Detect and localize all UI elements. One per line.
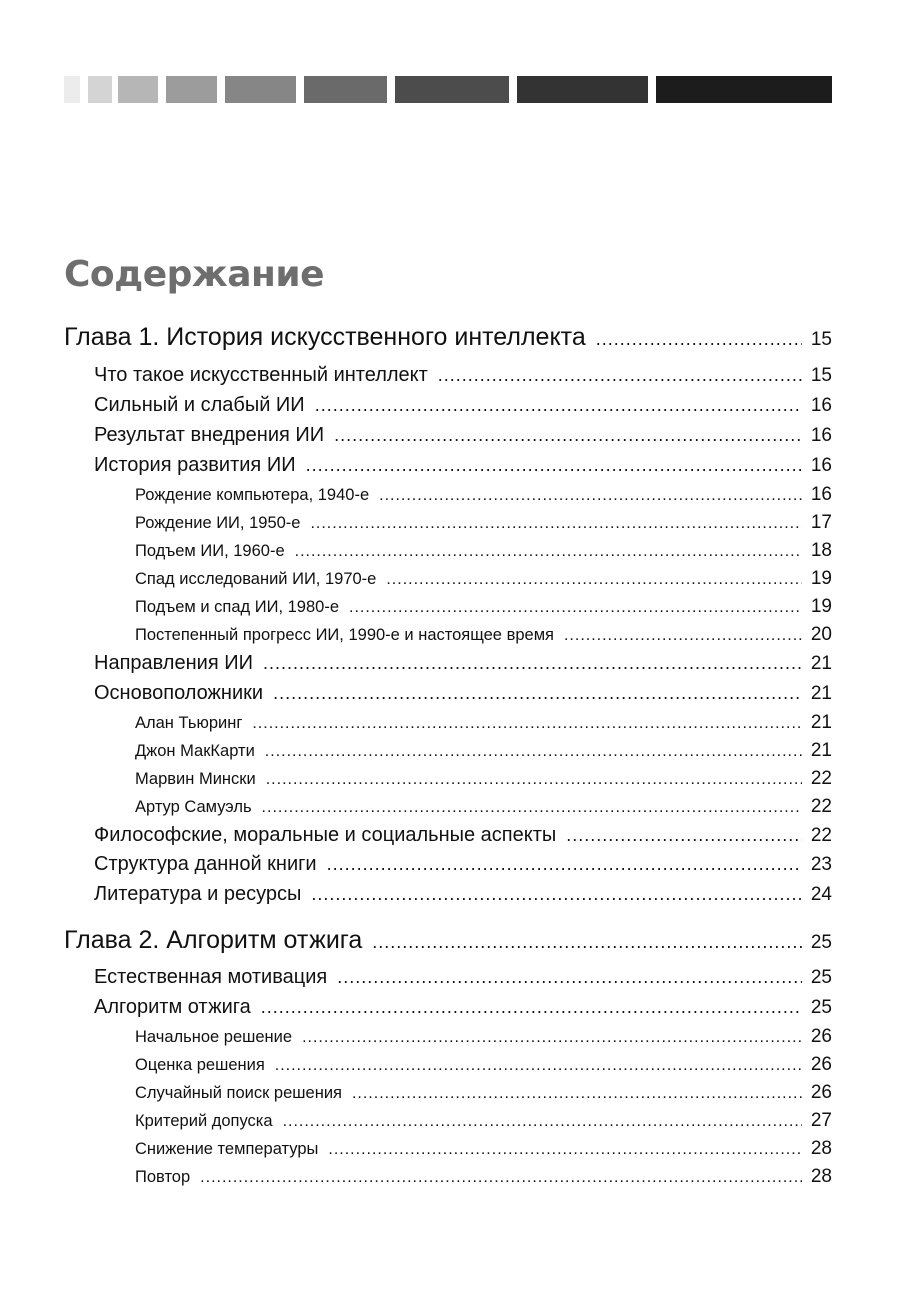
dot-leader: [566, 825, 802, 846]
toc-entry-page-number: 28: [810, 1138, 832, 1159]
page-title: Содержание: [64, 254, 325, 295]
toc-entry-title: Литература и ресурсы: [94, 883, 302, 905]
dot-leader: [386, 571, 802, 589]
dot-leader: [275, 1057, 802, 1075]
header-bar-segment: [225, 76, 296, 103]
toc-section-entry: [94, 824, 832, 852]
toc-chapter-entry: [64, 323, 832, 357]
toc-entry-page-number: 17: [810, 512, 832, 533]
toc-section-entry: [94, 682, 832, 710]
toc-entry-page-number: 19: [810, 596, 832, 617]
dot-leader: [200, 1169, 802, 1187]
toc-entry-page-number: 21: [810, 712, 832, 733]
dot-leader: [379, 487, 802, 505]
toc-entry-page-number: 16: [810, 484, 832, 505]
header-bar-segment: [118, 76, 158, 103]
toc-entry-page-number: 19: [810, 568, 832, 589]
dot-leader: [302, 1029, 802, 1047]
header-bar-segment: [517, 76, 648, 103]
toc-entry-title: Основоположники: [94, 682, 264, 704]
toc-subsection-entry: [135, 1166, 832, 1192]
toc-subsection-entry: [135, 1082, 832, 1108]
toc-entry-title: Марвин Мински: [135, 770, 256, 788]
toc-subsection-entry: [135, 712, 832, 738]
toc-entry-title: Подъем ИИ, 1960-е: [135, 542, 285, 560]
dot-leader: [315, 395, 802, 416]
toc-section-entry: [94, 966, 832, 994]
toc-subsection-entry: [135, 596, 832, 622]
dot-leader: [265, 743, 802, 761]
toc-entry-page-number: 21: [810, 683, 832, 704]
toc-entry-title: Начальное решение: [135, 1028, 293, 1046]
toc-subsection-entry: [135, 740, 832, 766]
toc-entry-page-number: 25: [810, 967, 832, 988]
dot-leader: [295, 543, 802, 561]
dot-leader: [261, 997, 802, 1018]
toc-entry-title: Алан Тьюринг: [135, 714, 243, 732]
toc-entry-title: Глава 1. История искусственного интеллекта: [64, 323, 586, 351]
toc-entry-title: Философские, моральные и социальные аспекты: [94, 824, 557, 846]
toc-entry-page-number: 22: [810, 768, 832, 789]
toc-section-entry: [94, 652, 832, 680]
toc-subsection-entry: [135, 568, 832, 594]
toc-entry-page-number: 16: [810, 455, 832, 476]
dot-leader: [273, 683, 802, 704]
toc-subsection-entry: [135, 768, 832, 794]
dot-leader: [262, 799, 802, 817]
toc-subsection-entry: [135, 540, 832, 566]
toc-entry-page-number: 22: [810, 825, 832, 846]
toc-entry-title: Снижение температуры: [135, 1140, 319, 1158]
dot-leader: [352, 1085, 802, 1103]
toc-entry-page-number: 21: [810, 740, 832, 761]
header-bar-segment: [304, 76, 387, 103]
toc-subsection-entry: [135, 1026, 832, 1052]
dot-leader: [252, 715, 802, 733]
toc-entry-title: Спад исследований ИИ, 1970-е: [135, 570, 377, 588]
toc-entry-page-number: 15: [810, 365, 832, 386]
toc-entry-page-number: 28: [810, 1166, 832, 1187]
header-bar-segment: [88, 76, 112, 103]
toc-entry-page-number: 16: [810, 425, 832, 446]
toc-section-entry: [94, 364, 832, 392]
toc-entry-page-number: 21: [810, 653, 832, 674]
toc-entry-title: Результат внедрения ИИ: [94, 424, 325, 446]
toc-entry-page-number: 25: [810, 932, 832, 953]
toc-entry-page-number: 26: [810, 1054, 832, 1075]
header-bar-segment: [166, 76, 217, 103]
toc-entry-title: История развития ИИ: [94, 454, 296, 476]
toc-entry-page-number: 26: [810, 1026, 832, 1047]
toc-subsection-entry: [135, 796, 832, 822]
toc-subsection-entry: [135, 624, 832, 650]
toc-chapter-entry: [64, 926, 832, 960]
dot-leader: [283, 1113, 802, 1131]
toc-section-entry: [94, 883, 832, 911]
toc-subsection-entry: [135, 1110, 832, 1136]
dot-leader: [372, 932, 802, 953]
toc-entry-title: Сильный и слабый ИИ: [94, 394, 305, 416]
toc-entry-title: Подъем и спад ИИ, 1980-е: [135, 598, 339, 616]
dot-leader: [564, 627, 802, 645]
dot-leader: [438, 365, 802, 386]
toc-entry-title: Джон МакКарти: [135, 742, 255, 760]
dot-leader: [328, 1141, 802, 1159]
toc-section-entry: [94, 996, 832, 1024]
toc-section-entry: [94, 853, 832, 881]
toc-entry-title: Случайный поиск решения: [135, 1084, 342, 1102]
toc-entry-title: Рождение компьютера, 1940-е: [135, 486, 370, 504]
toc-entry-page-number: 23: [810, 854, 832, 875]
toc-entry-title: Направления ИИ: [94, 652, 253, 674]
toc-entry-page-number: 15: [810, 329, 832, 350]
toc-section-entry: [94, 454, 832, 482]
toc-entry-page-number: 18: [810, 540, 832, 561]
toc-entry-title: Повтор: [135, 1168, 191, 1186]
toc-subsection-entry: [135, 1138, 832, 1164]
dot-leader: [263, 653, 802, 674]
toc-entry-page-number: 16: [810, 395, 832, 416]
toc-entry-title: Алгоритм отжига: [94, 996, 251, 1018]
toc-entry-title: Что такое искусственный интеллект: [94, 364, 428, 386]
toc-entry-title: Оценка решения: [135, 1056, 265, 1074]
toc-entry-page-number: 20: [810, 624, 832, 645]
dot-leader: [349, 599, 802, 617]
toc-subsection-entry: [135, 484, 832, 510]
toc-entry-title: Рождение ИИ, 1950-е: [135, 514, 301, 532]
dot-leader: [266, 771, 802, 789]
dot-leader: [596, 329, 802, 350]
header-bar-segment: [64, 76, 80, 103]
dot-leader: [306, 455, 802, 476]
toc-entry-title: Артур Самуэль: [135, 798, 252, 816]
header-bar-segment: [656, 76, 832, 103]
toc-entry-page-number: 24: [810, 884, 832, 905]
header-bar-segment: [395, 76, 509, 103]
toc-entry-title: Естественная мотивация: [94, 966, 328, 988]
dot-leader: [310, 515, 802, 533]
toc-subsection-entry: [135, 512, 832, 538]
toc-section-entry: [94, 394, 832, 422]
toc-entry-page-number: 27: [810, 1110, 832, 1131]
toc-entry-page-number: 22: [810, 796, 832, 817]
toc-subsection-entry: [135, 1054, 832, 1080]
toc-entry-title: Структура данной книги: [94, 853, 317, 875]
toc-section-entry: [94, 424, 832, 452]
dot-leader: [334, 425, 802, 446]
toc-entry-page-number: 26: [810, 1082, 832, 1103]
header-gradient-bar: [0, 76, 898, 103]
toc-entry-title: Критерий допуска: [135, 1112, 273, 1130]
toc-entry-page-number: 25: [810, 997, 832, 1018]
dot-leader: [327, 854, 802, 875]
toc-entry-title: Глава 2. Алгоритм отжига: [64, 926, 363, 954]
dot-leader: [311, 884, 802, 905]
dot-leader: [337, 967, 802, 988]
toc-entry-title: Постепенный прогресс ИИ, 1990-е и настоящее время: [135, 626, 554, 644]
